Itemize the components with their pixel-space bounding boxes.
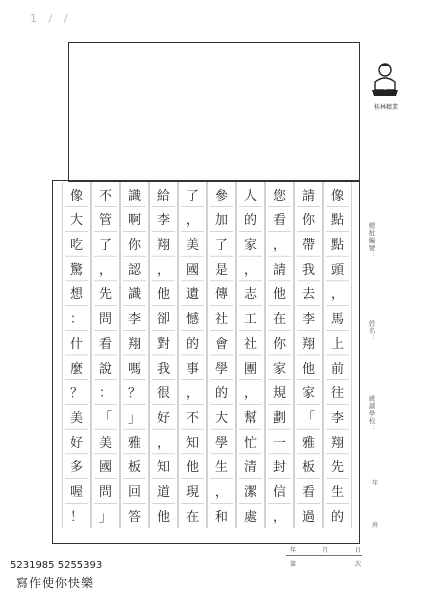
character-cell: 雅 <box>301 435 315 451</box>
character-cell: 事 <box>185 361 199 377</box>
character-cell: 國 <box>185 262 199 278</box>
text-column <box>123 182 146 528</box>
character-cell: 國 <box>98 460 112 476</box>
character-cell: 他 <box>272 287 286 303</box>
character-cell: 清 <box>243 460 257 476</box>
character-cell: 」 <box>98 509 112 525</box>
character-cell: 李 <box>127 312 141 328</box>
character-cell: 頭 <box>330 262 344 278</box>
character-cell: 傳 <box>214 287 228 303</box>
character-cell: 他 <box>156 509 170 525</box>
character-cell: ， <box>272 237 286 253</box>
character-cell: 看 <box>98 336 112 352</box>
character-cell: 他 <box>185 460 199 476</box>
character-cell: ： <box>69 312 83 328</box>
character-cell: 你 <box>301 213 315 229</box>
editor-label: 總批編號： <box>367 222 376 260</box>
footer-day: 日 <box>355 547 362 554</box>
text-column <box>326 182 349 528</box>
character-cell: 我 <box>301 262 315 278</box>
character-cell: 過 <box>301 509 315 525</box>
character-cell: 雅 <box>127 435 141 451</box>
character-cell: 劃 <box>272 410 286 426</box>
text-column <box>210 182 233 528</box>
character-cell: 請 <box>301 188 315 204</box>
character-cell: 請 <box>272 262 286 278</box>
character-cell: 學 <box>214 435 228 451</box>
character-cell: 好 <box>156 410 170 426</box>
character-cell: 社 <box>243 336 257 352</box>
character-cell: ： <box>98 386 112 402</box>
character-cell: 李 <box>330 410 344 426</box>
character-cell: 點 <box>330 237 344 253</box>
character-cell: 回 <box>127 485 141 501</box>
character-cell: 喔 <box>69 485 83 501</box>
character-cell: 志 <box>243 287 257 303</box>
character-cell: 李 <box>156 213 170 229</box>
character-cell: 生 <box>330 485 344 501</box>
character-cell: 」 <box>127 410 141 426</box>
character-cell: 在 <box>272 312 286 328</box>
character-cell: 遺 <box>185 287 199 303</box>
character-cell: 道 <box>156 485 170 501</box>
character-cell: 家 <box>301 386 315 402</box>
character-cell: 上 <box>330 336 344 352</box>
character-cell: 團 <box>243 361 257 377</box>
character-cell: 大 <box>214 410 228 426</box>
character-cell: 的 <box>185 336 199 352</box>
character-cell: 管 <box>98 213 112 229</box>
character-cell: 不 <box>98 188 112 204</box>
character-cell: 什 <box>69 336 83 352</box>
character-cell: 學 <box>214 361 228 377</box>
character-cell: 了 <box>214 237 228 253</box>
character-cell: 參 <box>214 188 228 204</box>
character-cell: 知 <box>185 435 199 451</box>
character-cell: 像 <box>69 188 83 204</box>
character-cell: 翔 <box>301 336 315 352</box>
character-cell: 翔 <box>330 435 344 451</box>
character-cell: 美 <box>98 435 112 451</box>
footer-page-suffix: 次 <box>355 561 362 568</box>
watermark-slogan: 寫作使你快樂 <box>16 576 95 590</box>
character-cell: 幫 <box>243 410 257 426</box>
character-cell: 翔 <box>156 237 170 253</box>
character-cell: 工 <box>243 312 257 328</box>
character-cell: 美 <box>185 237 199 253</box>
character-cell: 對 <box>156 336 170 352</box>
character-cell: 板 <box>301 460 315 476</box>
character-cell: 往 <box>330 386 344 402</box>
character-cell: 人 <box>243 188 257 204</box>
logo-caption: 桂林精業 <box>373 104 398 111</box>
character-cell: 啊 <box>127 213 141 229</box>
text-column <box>181 182 204 528</box>
character-cell: 大 <box>69 213 83 229</box>
character-cell: 很 <box>156 386 170 402</box>
character-cell: ？ <box>69 386 83 402</box>
character-cell: 處 <box>243 509 257 525</box>
character-cell: 想 <box>69 287 83 303</box>
character-cell: 不 <box>185 410 199 426</box>
character-cell: 多 <box>69 460 83 476</box>
character-cell: 在 <box>185 509 199 525</box>
character-cell: 看 <box>272 213 286 229</box>
character-cell: 問 <box>98 485 112 501</box>
character-cell: 了 <box>185 188 199 204</box>
character-cell: 給 <box>156 188 170 204</box>
character-cell: 嗎 <box>127 361 141 377</box>
character-cell: ， <box>214 485 228 501</box>
character-cell: 他 <box>156 287 170 303</box>
text-column <box>152 182 175 528</box>
character-cell: 的 <box>243 213 257 229</box>
school-label: 就讀學校： <box>367 395 376 433</box>
character-cell: 前 <box>330 361 344 377</box>
text-column <box>268 182 291 528</box>
character-cell: 板 <box>127 460 141 476</box>
character-cell: 識 <box>127 188 141 204</box>
character-cell: 先 <box>330 460 344 476</box>
character-cell: 你 <box>272 336 286 352</box>
character-cell: 卻 <box>156 312 170 328</box>
character-cell: 你 <box>127 237 141 253</box>
character-cell: 您 <box>272 188 286 204</box>
character-cell: 美 <box>69 410 83 426</box>
character-cell: 「 <box>98 410 112 426</box>
character-cell: 信 <box>272 485 286 501</box>
character-cell: 答 <box>127 509 141 525</box>
character-cell: 點 <box>330 213 344 229</box>
character-cell: 識 <box>127 287 141 303</box>
character-cell: 的 <box>214 386 228 402</box>
grade-label: 年 <box>372 480 379 487</box>
character-cell: 先 <box>98 287 112 303</box>
name-label: 姓名： <box>367 320 376 343</box>
character-cell: 加 <box>214 213 228 229</box>
character-cell: 的 <box>330 509 344 525</box>
footer-year: 年 <box>290 547 297 554</box>
character-cell: ， <box>185 386 199 402</box>
character-cell: 家 <box>243 237 257 253</box>
character-cell: 像 <box>330 188 344 204</box>
character-cell: 認 <box>127 262 141 278</box>
teacher-comment-box <box>68 42 360 182</box>
character-cell: 麼 <box>69 361 83 377</box>
character-cell: 社 <box>214 312 228 328</box>
text-column <box>297 182 320 528</box>
character-cell: ， <box>330 287 344 303</box>
character-cell: ！ <box>69 509 83 525</box>
watermark-numbers: 5231985 5255393 <box>10 560 103 571</box>
character-cell: 知 <box>156 460 170 476</box>
character-cell: 馬 <box>330 312 344 328</box>
composition-text <box>62 182 352 528</box>
character-cell: 規 <box>272 386 286 402</box>
character-cell: ， <box>272 509 286 525</box>
child-reading-icon <box>366 60 404 100</box>
character-cell: 翔 <box>127 336 141 352</box>
character-cell: 「 <box>301 410 315 426</box>
character-cell: 潔 <box>243 485 257 501</box>
scan-mark: 1 / / <box>30 12 72 25</box>
character-cell: 他 <box>301 361 315 377</box>
character-cell: 吃 <box>69 237 83 253</box>
character-cell: 會 <box>214 336 228 352</box>
text-column <box>239 182 262 528</box>
character-cell: 帶 <box>301 237 315 253</box>
character-cell: 去 <box>301 287 315 303</box>
character-cell: 是 <box>214 262 228 278</box>
text-column <box>65 182 88 528</box>
character-cell: 我 <box>156 361 170 377</box>
footer-page-prefix: 第 <box>290 561 297 568</box>
character-cell: 生 <box>214 460 228 476</box>
class-label: 班 <box>372 522 379 529</box>
character-cell: ， <box>185 213 199 229</box>
character-cell: 看 <box>301 485 315 501</box>
character-cell: 一 <box>272 435 286 451</box>
character-cell: 忙 <box>243 435 257 451</box>
character-cell: 李 <box>301 312 315 328</box>
character-cell: ， <box>243 262 257 278</box>
character-cell: ， <box>243 386 257 402</box>
character-cell: 憾 <box>185 312 199 328</box>
character-cell: 家 <box>272 361 286 377</box>
character-cell: 問 <box>98 312 112 328</box>
character-cell: 說 <box>98 361 112 377</box>
character-cell: ， <box>98 262 112 278</box>
character-cell: 現 <box>185 485 199 501</box>
character-cell: 驚 <box>69 262 83 278</box>
character-cell: 了 <box>98 237 112 253</box>
character-cell: 和 <box>214 509 228 525</box>
character-cell: ？ <box>127 386 141 402</box>
text-column <box>94 182 117 528</box>
footer-month: 月 <box>322 547 329 554</box>
character-cell: ， <box>156 262 170 278</box>
footer-line <box>286 555 362 556</box>
character-cell: 好 <box>69 435 83 451</box>
character-cell: 封 <box>272 460 286 476</box>
character-cell: ， <box>156 435 170 451</box>
